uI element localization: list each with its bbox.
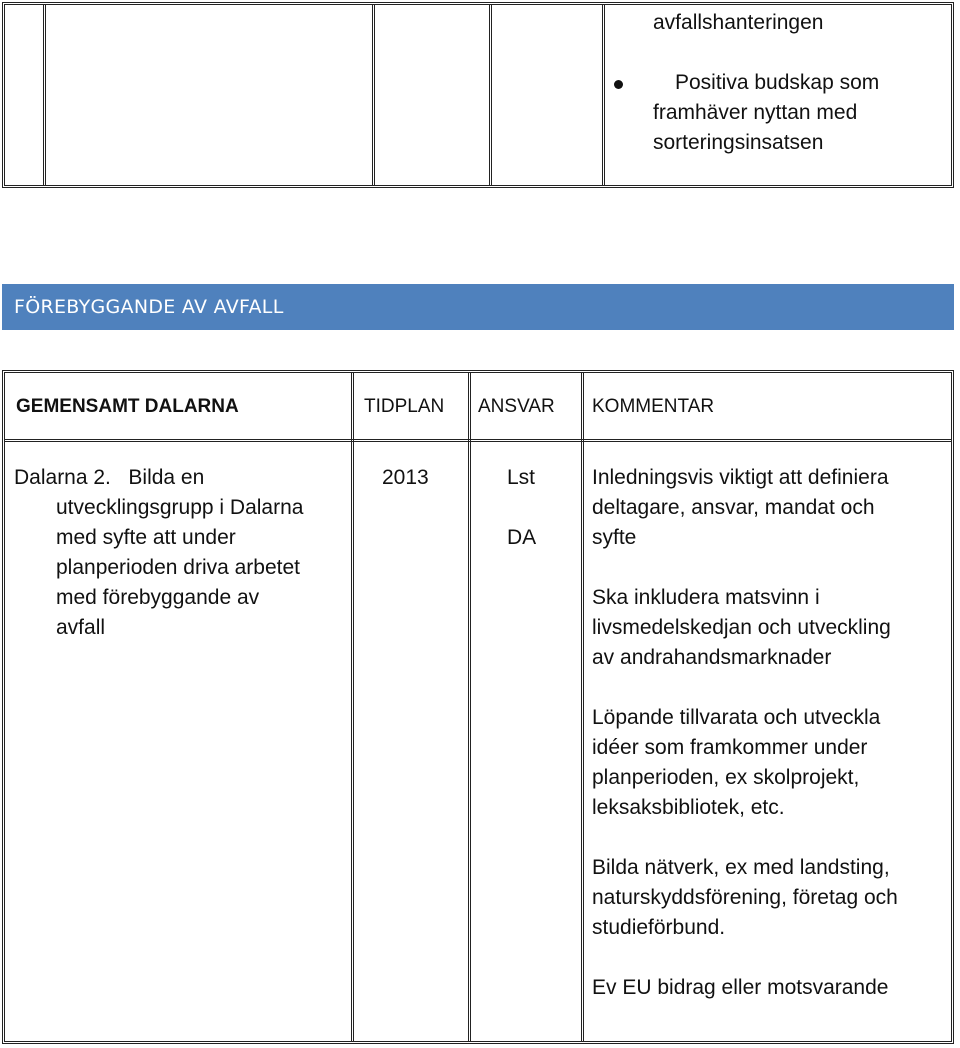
bullet-text: [653, 68, 953, 158]
header-ansvar: ANSVAR: [478, 396, 555, 417]
column-divider: [372, 5, 375, 185]
bullet-line: sorteringsinsatsen: [653, 131, 824, 154]
column-divider: [602, 5, 605, 185]
comment-line: Ev EU bidrag eller motsvarande: [592, 976, 889, 999]
comment-line: studieförbund.: [592, 916, 726, 939]
comment-cell: [592, 463, 952, 1003]
bullet-line: framhäver nyttan med: [653, 101, 858, 124]
section-heading: FÖREBYGGANDE AV AVFALL: [2, 284, 954, 330]
column-divider: [43, 5, 46, 185]
comment-line: leksaksbibliotek, etc.: [592, 796, 785, 819]
responsible-item: DA: [507, 526, 537, 549]
comment-line: planperioden, ex skolprojekt,: [592, 766, 860, 789]
header-tidplan: TIDPLAN: [364, 396, 445, 417]
action-line: med förebyggande av: [56, 586, 260, 609]
comment-line: naturskyddsförening, företag och: [592, 886, 898, 909]
header-kommentar: KOMMENTAR: [592, 396, 715, 417]
timeline-cell: 2013: [382, 466, 429, 489]
action-line: utvecklingsgrupp i Dalarna: [56, 496, 304, 519]
comment-line: Ska inkludera matsvinn i: [592, 586, 820, 609]
column-divider: [351, 373, 354, 1041]
header-divider: [5, 439, 951, 442]
comment-line: idéer som framkommer under: [592, 736, 868, 759]
column-divider: [468, 373, 471, 1041]
column-divider: [489, 5, 492, 185]
bullet-line: Positiva budskap som: [675, 71, 880, 94]
comment-line: av andrahandsmarknader: [592, 646, 832, 669]
comment-line: Bilda nätverk, ex med landsting,: [592, 856, 890, 879]
bullet-icon: [614, 80, 623, 89]
action-line: avfall: [56, 616, 106, 639]
comment-paragraph: [592, 463, 952, 553]
comment-paragraph: [592, 583, 952, 673]
action-cell: [14, 463, 344, 643]
comment-paragraph: [592, 703, 952, 823]
continued-text: avfallshanteringen: [653, 11, 824, 34]
action-line: med syfte att under: [56, 526, 236, 549]
comment-line: Inledningsvis viktigt att definiera: [592, 466, 889, 489]
responsible-cell: [507, 463, 547, 553]
comment-line: livsmedelskedjan och utveckling: [592, 616, 891, 639]
comment-paragraph: [592, 973, 952, 1003]
comment-paragraph: [592, 853, 952, 943]
action-line: Dalarna 2. Bilda en: [14, 466, 205, 489]
comment-line: syfte: [592, 526, 637, 549]
comment-line: deltagare, ansvar, mandat och: [592, 496, 875, 519]
column-divider: [581, 373, 584, 1041]
comment-line: Löpande tillvarata och utveckla: [592, 706, 881, 729]
header-gemensamt-dalarna: GEMENSAMT DALARNA: [16, 396, 239, 417]
responsible-item: Lst: [507, 466, 536, 489]
action-line: planperioden driva arbetet: [56, 556, 301, 579]
